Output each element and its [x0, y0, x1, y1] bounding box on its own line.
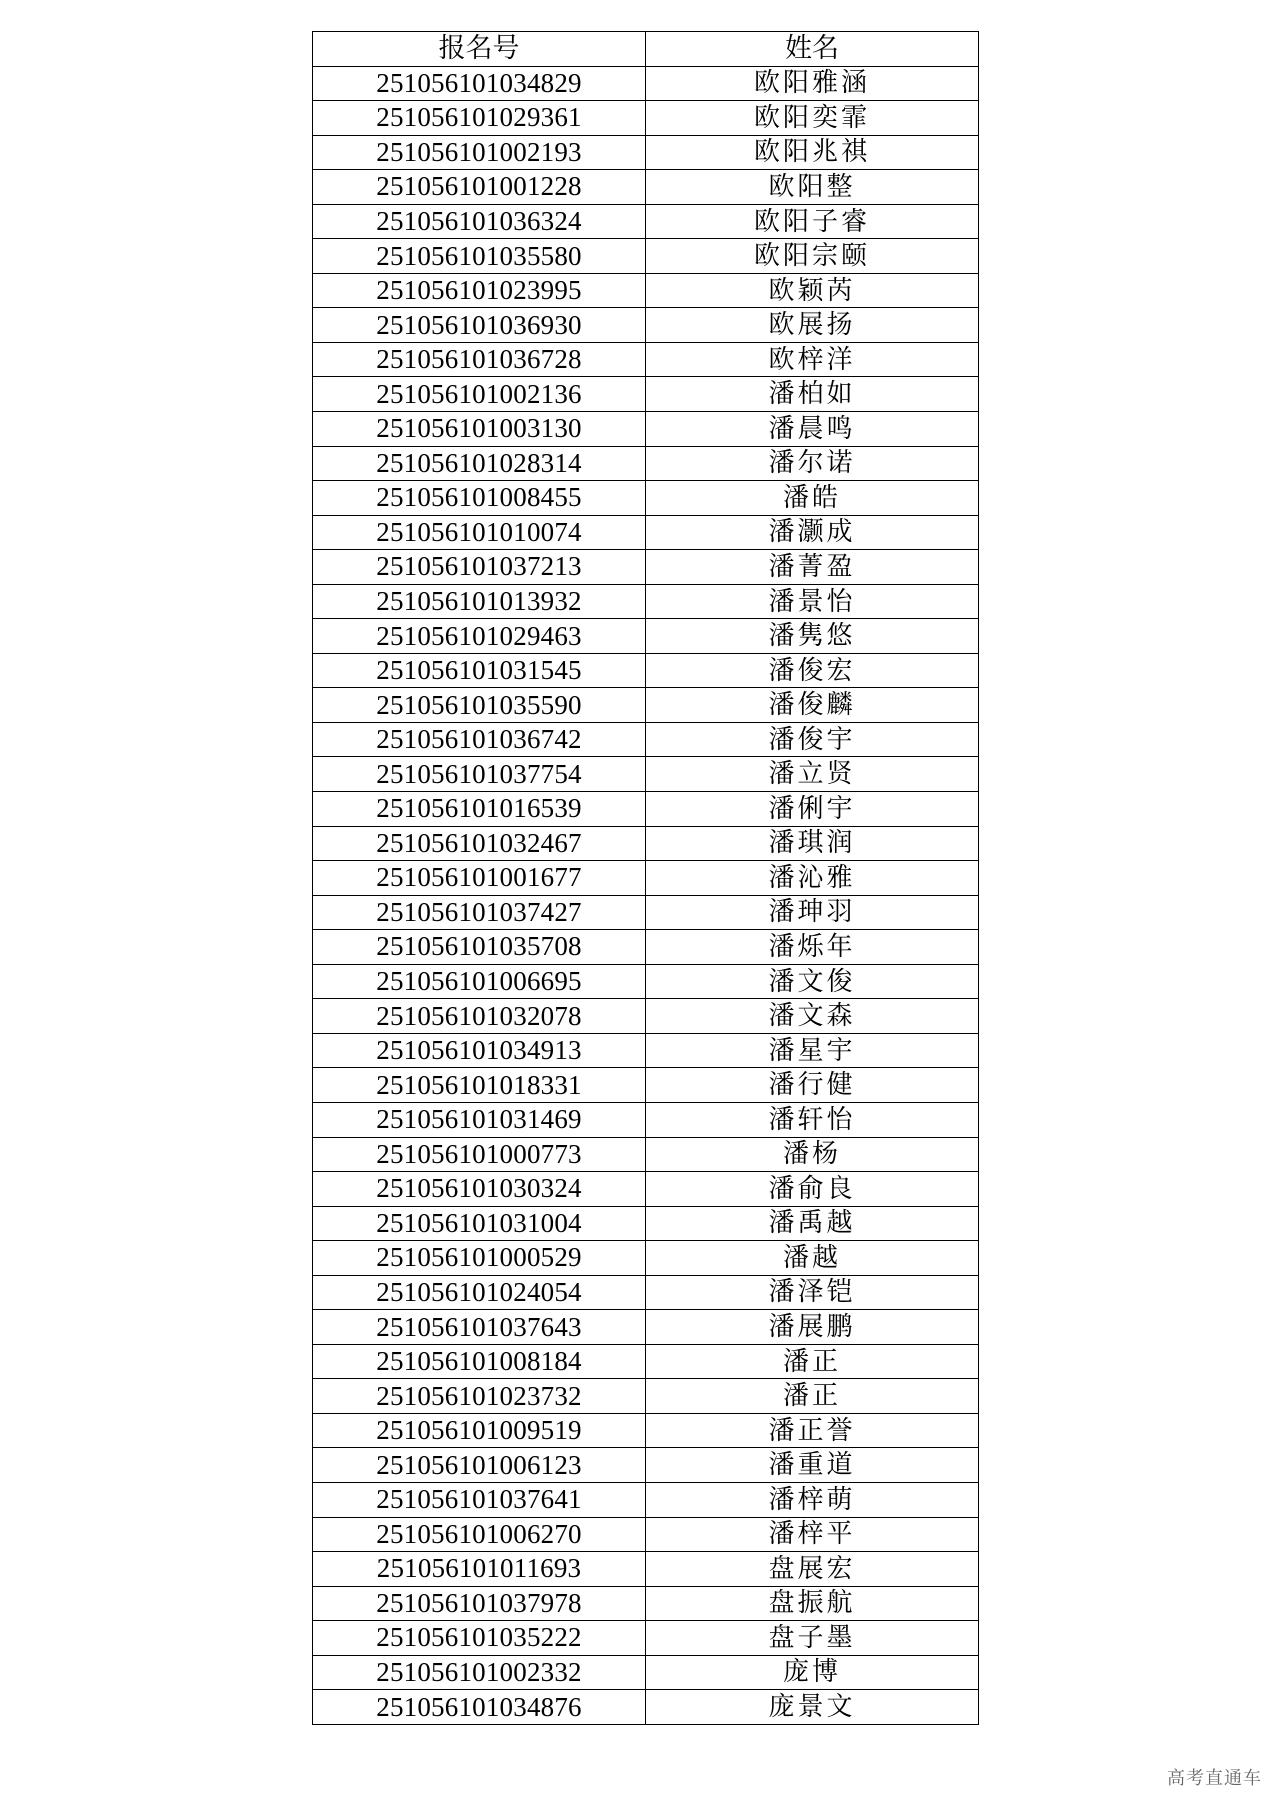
table-row — [313, 550, 979, 585]
registration-number-cell: 251056101013932 — [313, 584, 646, 619]
student-name-cell: 潘珅羽 — [646, 895, 979, 930]
registration-number-cell: 251056101034913 — [313, 1033, 646, 1068]
student-name-cell: 潘杨 — [646, 1137, 979, 1172]
registration-number-cell: 251056101001677 — [313, 861, 646, 896]
registration-number-cell: 251056101035590 — [313, 688, 646, 723]
table-row — [313, 308, 979, 343]
student-name-cell: 欧阳子睿 — [646, 204, 979, 239]
registration-number-cell: 251056101006123 — [313, 1448, 646, 1483]
student-name-cell: 潘俞良 — [646, 1172, 979, 1207]
registration-number-cell: 251056101001228 — [313, 170, 646, 205]
student-name-cell: 潘禹越 — [646, 1206, 979, 1241]
table-row — [313, 101, 979, 136]
registration-number-cell: 251056101037641 — [313, 1482, 646, 1517]
registration-number-cell: 251056101028314 — [313, 446, 646, 481]
registration-number-cell: 251056101034876 — [313, 1690, 646, 1725]
table-row — [313, 239, 979, 274]
registration-number-cell: 251056101006695 — [313, 964, 646, 999]
registration-number-cell: 251056101037213 — [313, 550, 646, 585]
table-row — [313, 584, 979, 619]
student-name-cell: 潘菁盈 — [646, 550, 979, 585]
student-name-cell: 潘立贤 — [646, 757, 979, 792]
table-row — [313, 792, 979, 827]
table-row — [313, 688, 979, 723]
table-row — [313, 1310, 979, 1345]
student-name-cell: 潘俊宇 — [646, 722, 979, 757]
student-name-cell: 潘泽铠 — [646, 1275, 979, 1310]
registration-number-cell: 251056101029463 — [313, 619, 646, 654]
registration-number-cell: 251056101036742 — [313, 722, 646, 757]
student-name-cell: 欧阳兆祺 — [646, 135, 979, 170]
registration-number-cell: 251056101009519 — [313, 1413, 646, 1448]
student-name-cell: 盘展宏 — [646, 1552, 979, 1587]
student-name-cell: 庞博 — [646, 1655, 979, 1690]
student-name-cell: 庞景文 — [646, 1690, 979, 1725]
table-row — [313, 412, 979, 447]
student-name-cell: 潘隽悠 — [646, 619, 979, 654]
table-body — [313, 66, 979, 1724]
table-row — [313, 1241, 979, 1276]
table-row — [313, 135, 979, 170]
student-name-cell: 欧颖芮 — [646, 273, 979, 308]
registration-number-cell: 251056101030324 — [313, 1172, 646, 1207]
student-name-cell: 潘俊宏 — [646, 653, 979, 688]
student-name-cell: 潘越 — [646, 1241, 979, 1276]
table-row — [313, 273, 979, 308]
student-name-cell: 欧阳雅涵 — [646, 66, 979, 101]
student-name-cell: 欧阳宗颐 — [646, 239, 979, 274]
table-row — [313, 66, 979, 101]
student-name-cell: 欧阳奕霏 — [646, 101, 979, 136]
table-row — [313, 1172, 979, 1207]
table-row — [313, 1068, 979, 1103]
table-row — [313, 1379, 979, 1414]
table-row — [313, 930, 979, 965]
table-row — [313, 619, 979, 654]
watermark-label: 高考直通车 — [1167, 1768, 1262, 1789]
registration-number-cell: 251056101000529 — [313, 1241, 646, 1276]
table-row — [313, 1586, 979, 1621]
table-row — [313, 1448, 979, 1483]
registration-number-cell: 251056101010074 — [313, 515, 646, 550]
registration-number-cell: 251056101002136 — [313, 377, 646, 412]
table-row — [313, 1206, 979, 1241]
registration-number-cell: 251056101031545 — [313, 653, 646, 688]
table-header-row — [313, 32, 979, 67]
registration-number-cell: 251056101029361 — [313, 101, 646, 136]
registration-number-cell: 251056101036324 — [313, 204, 646, 239]
table-row — [313, 1552, 979, 1587]
table-row — [313, 1690, 979, 1725]
student-name-cell: 欧阳整 — [646, 170, 979, 205]
student-name-cell: 潘烁年 — [646, 930, 979, 965]
registration-number-cell: 251056101006270 — [313, 1517, 646, 1552]
registration-table — [312, 31, 979, 1725]
student-name-cell: 潘俊麟 — [646, 688, 979, 723]
registration-number-cell: 251056101032467 — [313, 826, 646, 861]
table-row — [313, 377, 979, 412]
table-row — [313, 1275, 979, 1310]
registration-number-cell: 251056101000773 — [313, 1137, 646, 1172]
registration-number-cell: 251056101034829 — [313, 66, 646, 101]
table-row — [313, 1033, 979, 1068]
table-row — [313, 446, 979, 481]
student-name-cell: 潘柏如 — [646, 377, 979, 412]
table-row — [313, 861, 979, 896]
registration-number-cell: 251056101002332 — [313, 1655, 646, 1690]
table-row — [313, 757, 979, 792]
student-name-cell: 潘皓 — [646, 481, 979, 516]
table-row — [313, 999, 979, 1034]
student-name-cell: 潘梓萌 — [646, 1482, 979, 1517]
registration-number-cell: 251056101036728 — [313, 342, 646, 377]
student-name-cell: 潘展鹏 — [646, 1310, 979, 1345]
table-row — [313, 515, 979, 550]
student-name-cell: 潘灏成 — [646, 515, 979, 550]
table-row — [313, 1621, 979, 1656]
student-name-cell: 潘重道 — [646, 1448, 979, 1483]
registration-number-cell: 251056101002193 — [313, 135, 646, 170]
student-name-cell: 潘俐宇 — [646, 792, 979, 827]
registration-number-cell: 251056101018331 — [313, 1068, 646, 1103]
registration-number-cell: 251056101037978 — [313, 1586, 646, 1621]
table-row — [313, 481, 979, 516]
student-name-cell: 潘景怡 — [646, 584, 979, 619]
student-name-cell: 潘琪润 — [646, 826, 979, 861]
table-row — [313, 964, 979, 999]
registration-number-cell: 251056101024054 — [313, 1275, 646, 1310]
registration-number-cell: 251056101008184 — [313, 1344, 646, 1379]
registration-number-cell: 251056101037643 — [313, 1310, 646, 1345]
registration-number-cell: 251056101032078 — [313, 999, 646, 1034]
registration-number-cell: 251056101031469 — [313, 1102, 646, 1137]
student-name-cell: 潘轩怡 — [646, 1102, 979, 1137]
table-row — [313, 170, 979, 205]
student-name-cell: 潘行健 — [646, 1068, 979, 1103]
registration-number-cell: 251056101035708 — [313, 930, 646, 965]
student-name-cell: 欧展扬 — [646, 308, 979, 343]
student-name-cell: 潘正誉 — [646, 1413, 979, 1448]
registration-number-cell: 251056101011693 — [313, 1552, 646, 1587]
table-row — [313, 1517, 979, 1552]
registration-number-cell: 251056101016539 — [313, 792, 646, 827]
student-name-cell: 潘晨鸣 — [646, 412, 979, 447]
table-row — [313, 1413, 979, 1448]
table-row — [313, 342, 979, 377]
table-row — [313, 653, 979, 688]
table-row — [313, 1137, 979, 1172]
table-row — [313, 895, 979, 930]
student-name-cell: 潘尔诺 — [646, 446, 979, 481]
table-row — [313, 1102, 979, 1137]
table-row — [313, 1344, 979, 1379]
table-row — [313, 722, 979, 757]
header-name: 姓名 — [646, 32, 979, 67]
registration-number-cell: 251056101036930 — [313, 308, 646, 343]
student-name-cell: 潘沁雅 — [646, 861, 979, 896]
student-name-cell: 潘文森 — [646, 999, 979, 1034]
student-name-cell: 潘正 — [646, 1344, 979, 1379]
student-name-cell: 潘梓平 — [646, 1517, 979, 1552]
registration-number-cell: 251056101023732 — [313, 1379, 646, 1414]
registration-number-cell: 251056101035580 — [313, 239, 646, 274]
header-registration-number: 报名号 — [313, 32, 646, 67]
registration-number-cell: 251056101031004 — [313, 1206, 646, 1241]
student-name-cell: 潘文俊 — [646, 964, 979, 999]
table-row — [313, 204, 979, 239]
registration-number-cell: 251056101008455 — [313, 481, 646, 516]
student-name-cell: 潘正 — [646, 1379, 979, 1414]
registration-number-cell: 251056101037427 — [313, 895, 646, 930]
registration-number-cell: 251056101003130 — [313, 412, 646, 447]
registration-number-cell: 251056101035222 — [313, 1621, 646, 1656]
student-name-cell: 欧梓洋 — [646, 342, 979, 377]
student-name-cell: 盘振航 — [646, 1586, 979, 1621]
table-row — [313, 1482, 979, 1517]
registration-number-cell: 251056101037754 — [313, 757, 646, 792]
registration-number-cell: 251056101023995 — [313, 273, 646, 308]
table-row — [313, 826, 979, 861]
table-row — [313, 1655, 979, 1690]
student-name-cell: 潘星宇 — [646, 1033, 979, 1068]
student-name-cell: 盘子墨 — [646, 1621, 979, 1656]
